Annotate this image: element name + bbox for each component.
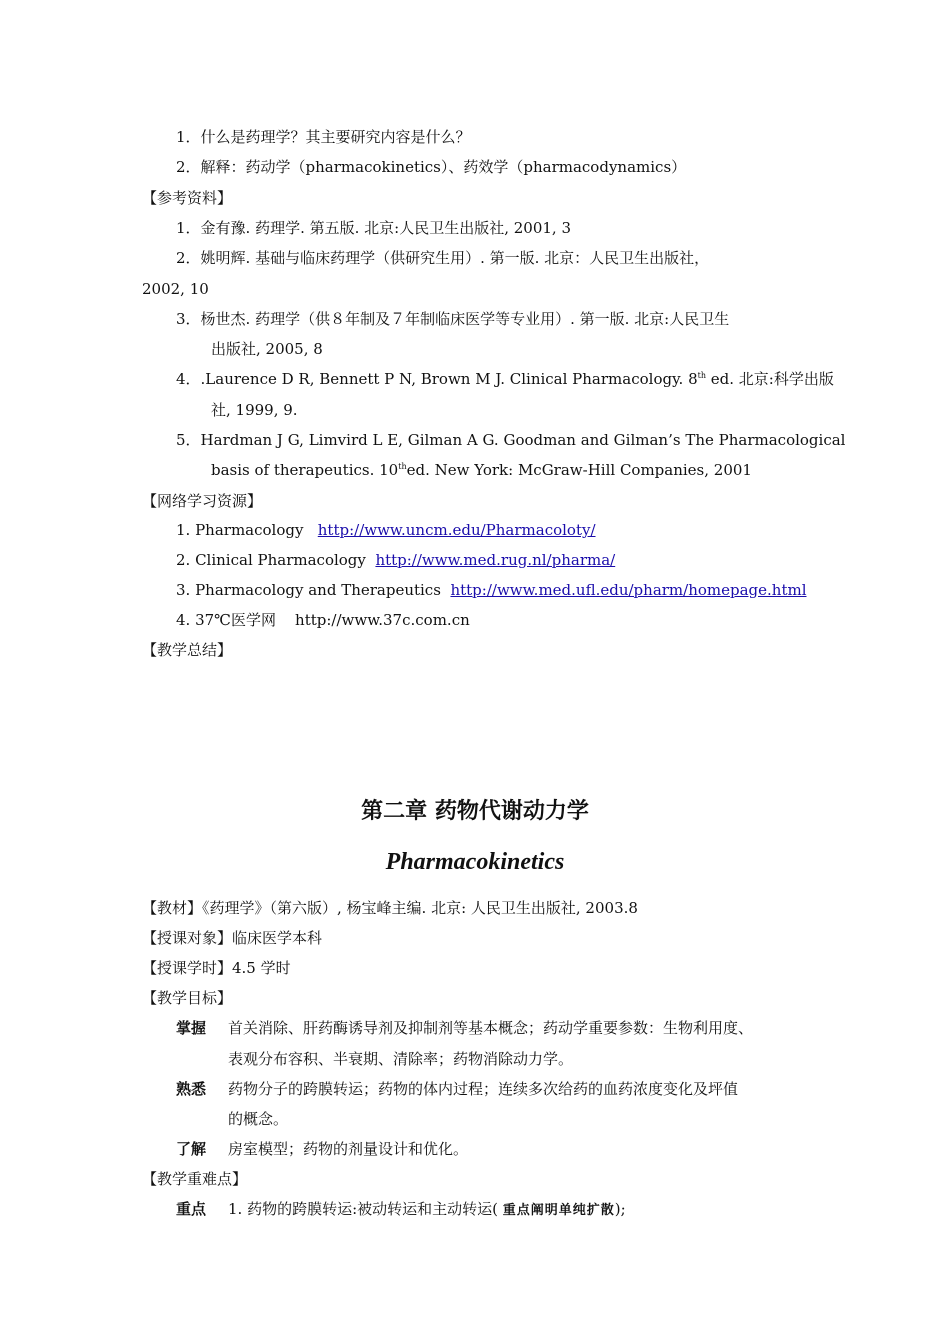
reference-5: 5．Hardman J G, Limvird L E, Gilman A G. Goodman and Gilman’s The Pharmacological [176,431,846,449]
key-points-heading: 【教学重难点】 [142,1170,248,1188]
goal-understand [176,1139,468,1159]
web-resource-3 [176,580,807,600]
goal-master-label: 掌握 [176,1019,207,1037]
chapter-title: 第二章 药物代谢动力学 [361,799,589,824]
web-resource-link[interactable]: http://www.med.ufl.edu/pharm/homepage.html [450,581,807,599]
goal-familiar-text: 药物分子的跨膜转运；药物的体内过程；连续多次给药的血药浓度变化及坪值 [228,1080,739,1098]
goal-familiar-label: 熟悉 [176,1080,207,1098]
key-point-emphasis: 重点阐明单纯扩散 [502,1203,615,1218]
key-point-1 [176,1199,626,1221]
goals-heading: 【教学目标】 [142,989,233,1007]
goal-understand-text: 房室模型；药物的剂量设计和优化。 [228,1140,469,1158]
reference-2-cont: 2002, 10 [142,280,209,298]
chapter-subtitle: Pharmacokinetics [385,849,565,875]
key-point-label: 重点 [176,1200,207,1218]
audience-line: 【授课对象】临床医学本科 [142,929,323,947]
reference-5-sup: th [398,462,407,471]
web-resource-url: http://www.37c.com.cn [295,611,470,629]
goal-understand-label: 了解 [176,1140,207,1158]
reference-4-text: 4．.Laurence D R, Bennett P N, Brown M J. Clinical Pharmacology. 8 [176,370,698,388]
question-2: 2．解释：药动学（pharmacokinetics）、药效学（pharmacodynamics） [176,158,687,176]
reference-4-tail: ed. 北京:科学出版 [706,370,834,388]
web-resource-label: 4. 37℃医学网 [176,611,276,629]
reference-5-cont [211,460,752,480]
reference-2: 2．姚明辉. 基础与临床药理学（供研究生用）. 第一版. 北京：人民卫生出版社， [176,249,710,267]
goal-master-text: 首关消除、肝药酶诱导剂及抑制剂等基本概念；药动学重要参数：生物利用度、 [228,1019,754,1037]
reference-3-cont: 出版社, 2005, 8 [211,340,323,358]
reference-4 [176,369,834,389]
reference-4-cont: 社, 1999, 9. [211,401,298,419]
question-1: 1．什么是药理学？其主要研究内容是什么？ [176,128,471,146]
web-resource-label: 1. Pharmacology [176,521,304,539]
web-resource-label: 3. Pharmacology and Therapeutics [176,581,441,599]
web-resource-4 [176,610,470,630]
web-resource-2 [176,550,615,570]
textbook-line: 【教材】《药理学》（第六版）, 杨宝峰主编. 北京: 人民卫生出版社, 2003.8 [142,899,638,917]
reference-1: 1．金有豫. 药理学. 第五版. 北京:人民卫生出版社, 2001, 3 [176,219,571,237]
goal-familiar [176,1079,738,1099]
reference-5-text: basis of therapeutics. 10 [211,461,399,479]
web-resource-link[interactable]: http://www.med.rug.nl/pharma/ [375,551,616,569]
web-resources-heading: 【网络学习资源】 [142,492,263,510]
key-point-tail: ); [614,1200,626,1218]
goal-master-cont: 表观分布容积、半衰期、清除率；药物消除动力学。 [228,1050,574,1068]
hours-line: 【授课学时】4.5 学时 [142,959,291,977]
web-resource-1 [176,520,596,540]
references-heading: 【参考资料】 [142,189,233,207]
goal-master [176,1018,753,1038]
reference-4-sup: th [697,371,707,380]
reference-3: 3．杨世杰. 药理学（供８年制及７年制临床医学等专业用）. 第一版. 北京:人民卫生 [176,310,730,328]
web-resource-link[interactable]: http://www.uncm.edu/Pharmacoloty/ [317,521,596,539]
summary-heading: 【教学总结】 [142,641,233,659]
key-point-text: 1. 药物的跨膜转运:被动转运和主动转运( [228,1200,498,1218]
web-resource-label: 2. Clinical Pharmacology [176,551,366,569]
goal-familiar-cont: 的概念。 [228,1110,289,1128]
reference-5-tail: ed. New York: McGraw-Hill Companies, 2001 [406,461,752,479]
